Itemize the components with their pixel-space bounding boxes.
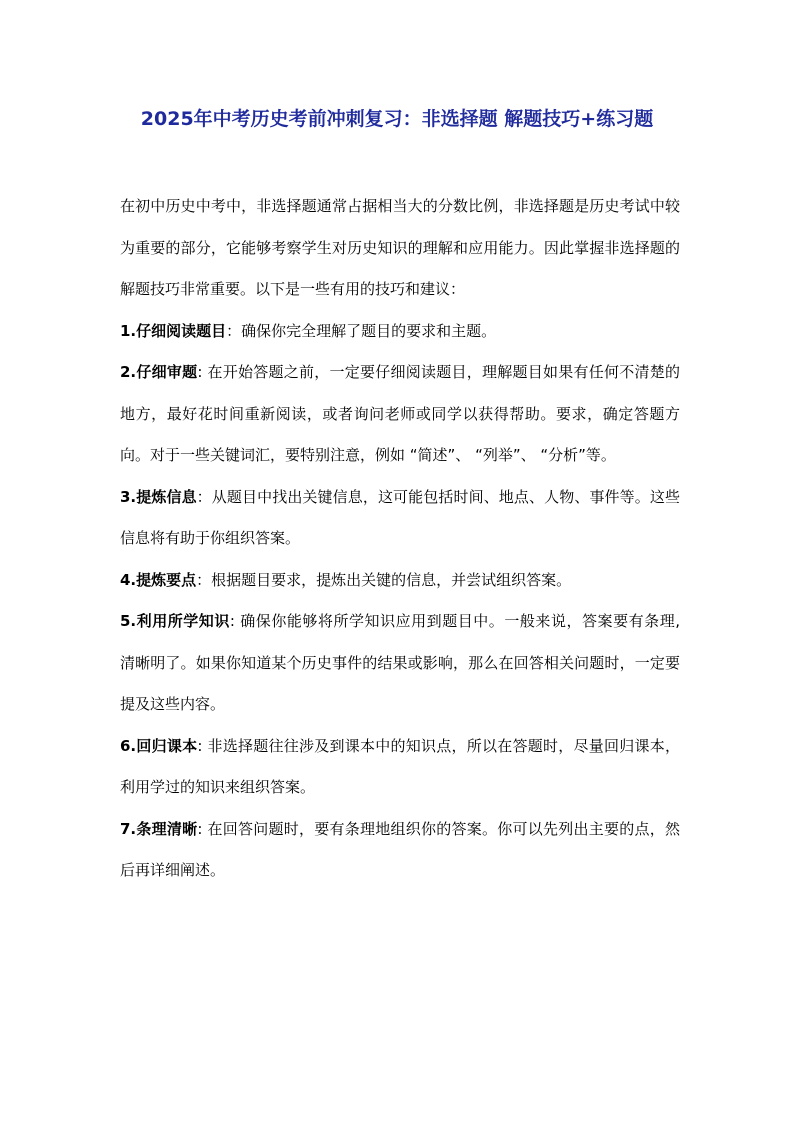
- tip-text: : 在开始答题之前，一定要仔细阅读题目，理解题目如果有任何不清楚的地方，最好花时间重新阅读，或者询问老师或同学以获得帮助。要求，确定答题方向。对于一些关键词汇，要特别注意，例如 “简述”、 “列举”、 “分析”等。: [120, 363, 680, 464]
- document-title: 2025年中考历史考前冲刺复习：非选择题 解题技巧+练习题: [140, 108, 654, 130]
- tip-item: [120, 560, 680, 602]
- tip-label: 3.提炼信息: [120, 487, 197, 506]
- tip-text: ：确保你完全理解了题目的要求和主题。: [226, 321, 497, 340]
- tip-label: 5.利用所学知识: [120, 612, 230, 630]
- tip-label: 1.仔细阅读题目: [120, 321, 227, 340]
- tip-item: [120, 726, 680, 809]
- tip-item: [120, 352, 680, 477]
- tip-label: 7.条理清晰: [120, 819, 198, 838]
- tip-item: [120, 311, 680, 353]
- intro-paragraph: 在初中历史中考中，非选择题通常占据相当大的分数比例，非选择题是历史考试中较为重要的部分，它能够考察学生对历史知识的理解和应用能力。因此掌握非选择题的解题技巧非常重要。以下是一些有用的技巧和建议：: [120, 197, 680, 298]
- tip-text: ：从题目中找出关键信息，这可能包括时间、地点、人物、事件等。这些信息将有助于你组织答案。: [120, 487, 680, 547]
- tip-item: [120, 809, 680, 892]
- tip-label: 4.提炼要点: [120, 570, 197, 589]
- document-body: [120, 186, 680, 892]
- tip-text: : 非选择题往往涉及到课本中的知识点，所以在答题时，尽量回归课本，利用学过的知识来组织答案。: [120, 736, 680, 796]
- tip-text: : 在回答问题时，要有条理地组织你的答案。你可以先列出主要的点，然后再详细阐述。: [120, 819, 680, 879]
- tip-item: [120, 477, 680, 560]
- tip-label: 6.回归课本: [120, 736, 198, 755]
- tip-label: 2.仔细审题: [120, 363, 198, 381]
- tip-item: [120, 601, 680, 726]
- tip-text: : 确保你能够将所学知识应用到题目中。一般来说，答案要有条理, 清晰明了。如果你知道某个历史事件的结果或影响，那么在回答相关问题时，一定要提及这些内容。: [120, 612, 681, 713]
- tip-text: ：根据题目要求，提炼出关键的信息，并尝试组织答案。: [196, 570, 572, 589]
